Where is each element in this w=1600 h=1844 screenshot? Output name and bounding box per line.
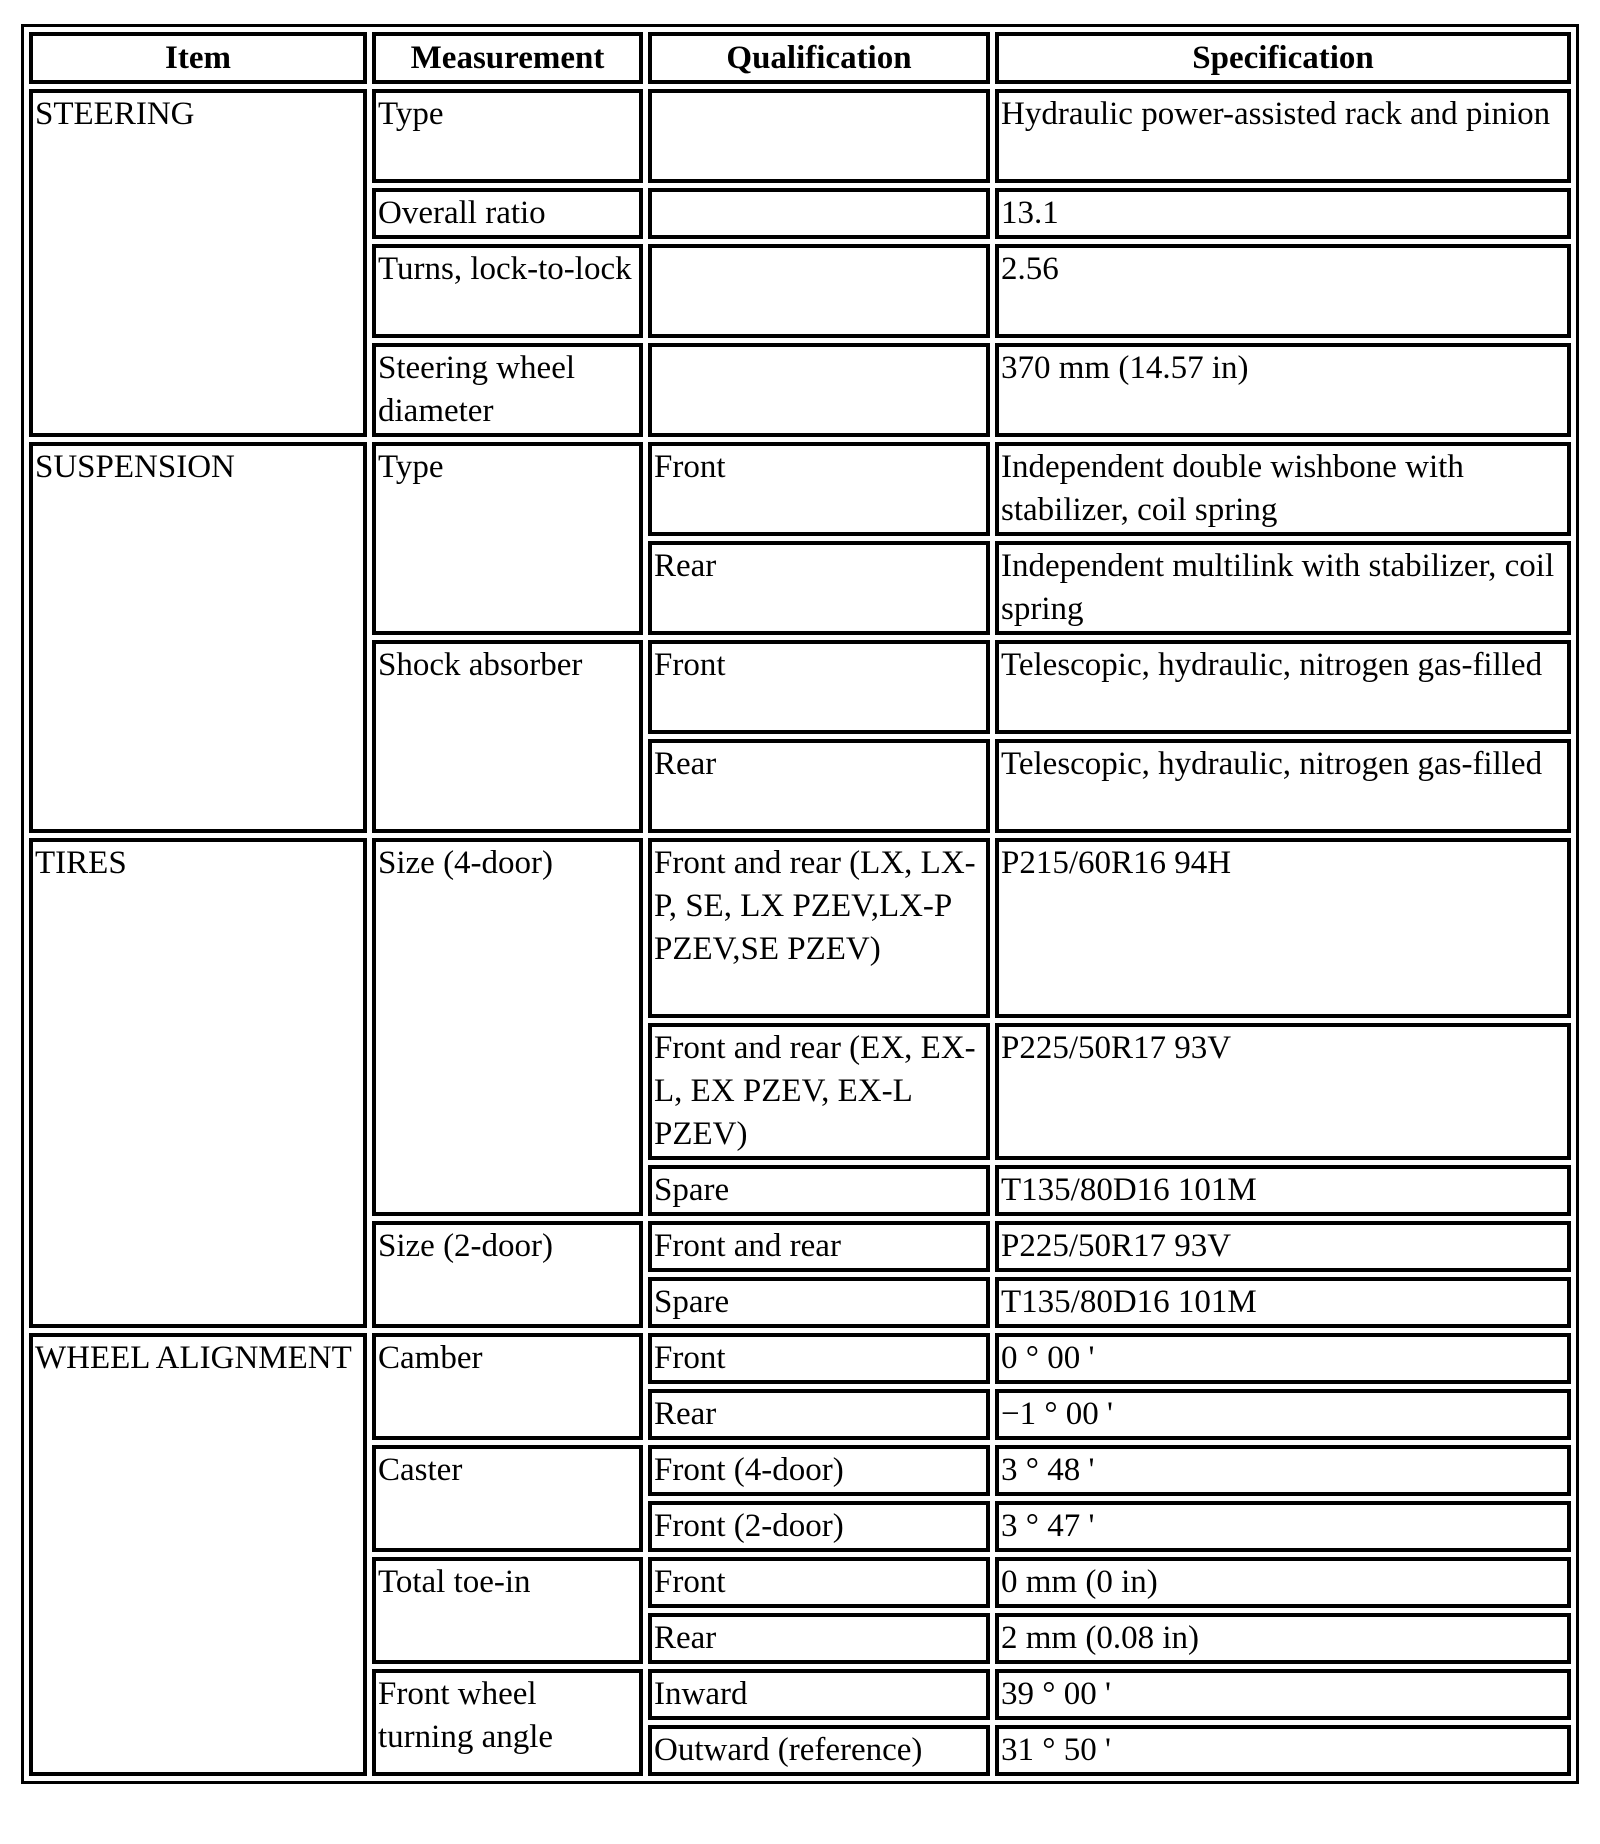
- measurement-cell: Type: [372, 89, 643, 183]
- specification-cell: Hydraulic power-assisted rack and pinion: [995, 89, 1571, 183]
- qualification-cell: Spare: [648, 1277, 990, 1328]
- header-qualification: Qualification: [648, 32, 990, 84]
- qualification-cell: Front: [648, 1333, 990, 1384]
- specification-cell: P215/60R16 94H: [995, 838, 1571, 1018]
- item-cell: SUSPENSION: [29, 442, 367, 833]
- header-item: Item: [29, 32, 367, 84]
- specification-cell: P225/50R17 93V: [995, 1221, 1571, 1272]
- qualification-cell: Rear: [648, 541, 990, 635]
- measurement-cell: Shock absorber: [372, 640, 643, 833]
- measurement-cell: Overall ratio: [372, 188, 643, 239]
- specification-cell: 2.56: [995, 244, 1571, 338]
- qualification-cell: Front: [648, 442, 990, 536]
- measurement-cell: Caster: [372, 1445, 643, 1552]
- qualification-cell: Front: [648, 640, 990, 734]
- specification-cell: P225/50R17 93V: [995, 1023, 1571, 1160]
- measurement-cell: Steering wheel diameter: [372, 343, 643, 437]
- table-row: [29, 1333, 1571, 1384]
- header-row: [29, 32, 1571, 84]
- specification-cell: 31 ° 50 ': [995, 1725, 1571, 1776]
- measurement-cell: Type: [372, 442, 643, 635]
- specification-cell: 39 ° 00 ': [995, 1669, 1571, 1720]
- specification-cell: 3 ° 47 ': [995, 1501, 1571, 1552]
- qualification-cell: [648, 89, 990, 183]
- qualification-cell: Rear: [648, 739, 990, 833]
- qualification-cell: [648, 343, 990, 437]
- qualification-cell: Front (4-door): [648, 1445, 990, 1496]
- measurement-cell: Turns, lock-to-lock: [372, 244, 643, 338]
- specification-cell: 3 ° 48 ': [995, 1445, 1571, 1496]
- specification-cell: Independent double wishbone with stabilizer, coil spring: [995, 442, 1571, 536]
- measurement-cell: Camber: [372, 1333, 643, 1440]
- specifications-table: [21, 24, 1579, 1784]
- specification-cell: 370 mm (14.57 in): [995, 343, 1571, 437]
- qualification-cell: Front and rear: [648, 1221, 990, 1272]
- item-cell: TIRES: [29, 838, 367, 1328]
- specification-cell: T135/80D16 101M: [995, 1165, 1571, 1216]
- measurement-cell: Total toe-in: [372, 1557, 643, 1664]
- measurement-cell: Front wheel turning angle: [372, 1669, 643, 1776]
- specification-cell: T135/80D16 101M: [995, 1277, 1571, 1328]
- qualification-cell: Front and rear (LX, LX-P, SE, LX PZEV,LX-P PZEV,SE PZEV): [648, 838, 990, 1018]
- item-cell: STEERING: [29, 89, 367, 437]
- header-measurement: Measurement: [372, 32, 643, 84]
- header-specification: Specification: [995, 32, 1571, 84]
- qualification-cell: Front: [648, 1557, 990, 1608]
- measurement-cell: Size (4-door): [372, 838, 643, 1216]
- qualification-cell: Spare: [648, 1165, 990, 1216]
- specification-cell: Independent multilink with stabilizer, coil spring: [995, 541, 1571, 635]
- measurement-cell: Size (2-door): [372, 1221, 643, 1328]
- specification-cell: 0 ° 00 ': [995, 1333, 1571, 1384]
- table-row: [29, 89, 1571, 183]
- qualification-cell: Rear: [648, 1613, 990, 1664]
- item-cell: WHEEL ALIGNMENT: [29, 1333, 367, 1776]
- specification-cell: −1 ° 00 ': [995, 1389, 1571, 1440]
- table-row: [29, 838, 1571, 1018]
- qualification-cell: [648, 188, 990, 239]
- specification-cell: Telescopic, hydraulic, nitrogen gas-filled: [995, 640, 1571, 734]
- qualification-cell: Front (2-door): [648, 1501, 990, 1552]
- specification-cell: Telescopic, hydraulic, nitrogen gas-filled: [995, 739, 1571, 833]
- specification-cell: 13.1: [995, 188, 1571, 239]
- specification-cell: 2 mm (0.08 in): [995, 1613, 1571, 1664]
- specification-cell: 0 mm (0 in): [995, 1557, 1571, 1608]
- qualification-cell: Front and rear (EX, EX-L, EX PZEV, EX-L PZEV): [648, 1023, 990, 1160]
- qualification-cell: Outward (reference): [648, 1725, 990, 1776]
- table-row: [29, 442, 1571, 536]
- qualification-cell: [648, 244, 990, 338]
- qualification-cell: Rear: [648, 1389, 990, 1440]
- qualification-cell: Inward: [648, 1669, 990, 1720]
